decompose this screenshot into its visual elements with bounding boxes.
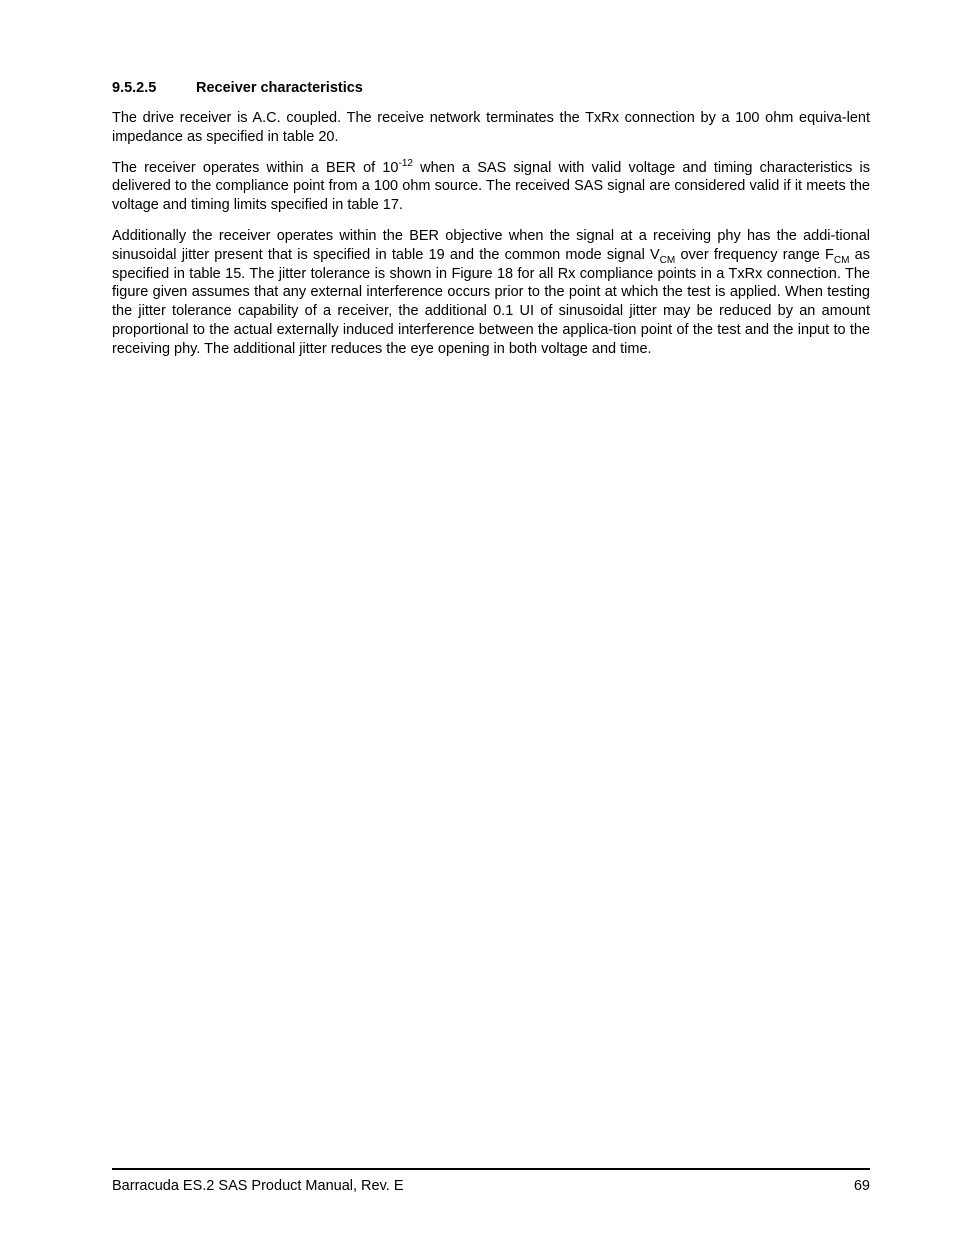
section-title: Receiver characteristics bbox=[196, 80, 363, 96]
paragraph-text: The drive receiver is A.C. coupled. The receive network terminates the TxRx connection by a 100 ohm equiva-lent impedance as specified in table 20. bbox=[112, 110, 870, 145]
paragraph-ber bbox=[112, 159, 870, 215]
paragraph-text-part: when a SAS signal with valid voltage and timing characteristics is delivered to the compliance point from a 100 ohm source. The received SAS signal are considered valid if it meets the voltage and timing limits specified in table 17. bbox=[112, 159, 871, 214]
page-footer bbox=[112, 1168, 870, 1195]
vcm-subscript: CM bbox=[659, 254, 676, 266]
paragraph-text-part: over frequency range F bbox=[675, 246, 834, 263]
paragraph-jitter bbox=[112, 227, 870, 359]
ber-exponent: -12 bbox=[398, 157, 413, 169]
footer-page-number: 69 bbox=[853, 1178, 870, 1194]
fcm-subscript: CM bbox=[833, 254, 850, 266]
section-number: 9.5.2.5 bbox=[112, 80, 157, 96]
paragraph-text-part: Additionally the receiver operates within the BER objective when the signal at a receiving phy has the addi-tional sinusoidal jitter present that is specified in table 19 and the common mode signal V bbox=[112, 227, 870, 263]
document-body bbox=[112, 80, 870, 371]
paragraph-ac-coupled bbox=[112, 109, 870, 147]
section-heading bbox=[112, 80, 870, 97]
paragraph-text-part: The receiver operates within a BER of 10 bbox=[112, 159, 399, 176]
paragraph-text-part: as specified in table 15. The jitter tolerance is shown in Figure 18 for all Rx compliance points in a TxRx connection. The figure given assumes that any external interference occurs prior to the point at which the test is applied. When testing the jitter tolerance capability of a receiver, the additional 0.1 UI of sinusoidal jitter may be reduced by an amount proportional to the actual externally induced interference between the applica-tion point of the test and the input to the receiving phy. The additional jitter reduces the eye opening in both voltage and time. bbox=[112, 246, 870, 357]
footer-document-title: Barracuda ES.2 SAS Product Manual, Rev. E bbox=[112, 1178, 404, 1194]
